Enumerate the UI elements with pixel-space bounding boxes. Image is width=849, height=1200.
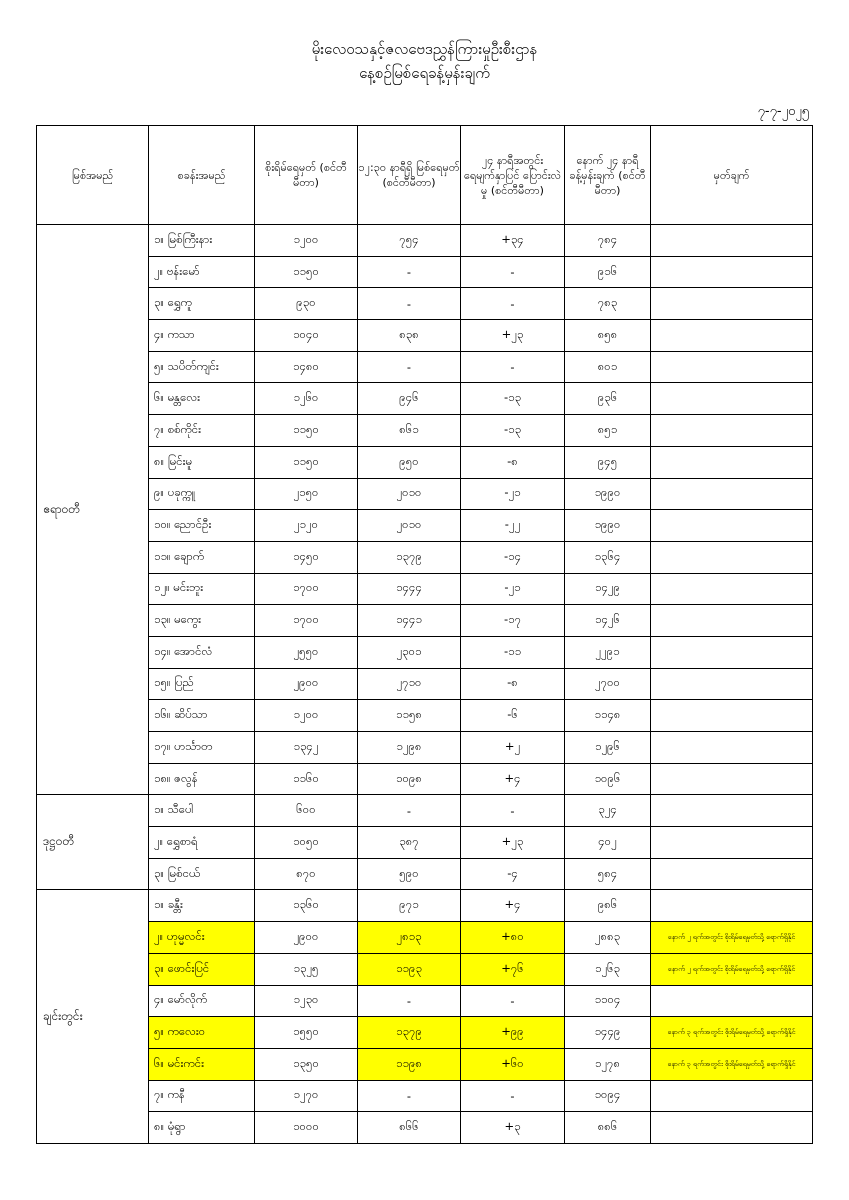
danger-level: ၂၉၀၀: [255, 922, 358, 954]
forecast-level: ၂၂၉၁: [565, 636, 651, 668]
forecast-level: ၃၂၄: [565, 795, 651, 827]
col-change: ၂၄ နာရီအတွင်း ရေမျက်နှာပြင် ပြောင်းလဲမှု (စင်တီမီတာ): [461, 126, 565, 225]
table-row: [37, 415, 813, 447]
table-row: [37, 478, 813, 510]
remark: [651, 351, 813, 383]
table-row: [37, 256, 813, 288]
station-name: ၁၃။ မကွေး: [149, 605, 255, 637]
current-level: ၁၃၇၉: [358, 1017, 461, 1049]
level-change: +၂၃: [461, 827, 565, 859]
remark: [651, 541, 813, 573]
level-change: +၄: [461, 890, 565, 922]
level-change: -: [461, 351, 565, 383]
danger-level: ၁၃၆၀: [255, 890, 358, 922]
table-row: [37, 1048, 813, 1080]
report-title: နေ့စဉ်မြစ်ရေခန့်မှန်းချက်: [359, 64, 490, 82]
current-level: ၇၅၄: [358, 225, 461, 257]
forecast-level: ၈၅၁: [565, 415, 651, 447]
danger-level: ၆၀၀: [255, 795, 358, 827]
forecast-level: ၁၄၄၉: [565, 1017, 651, 1049]
table-row: [37, 288, 813, 320]
station-name: ၃။ မြစ်ငယ်: [149, 858, 255, 890]
remark: [651, 763, 813, 795]
river-name: ချင်းတွင်း: [37, 890, 149, 1144]
remark: [651, 320, 813, 352]
station-name: ၃။ ရွှေကူ: [149, 288, 255, 320]
danger-level: ၁၁၅၀: [255, 446, 358, 478]
station-name: ၁၂။ မင်းဘူး: [149, 573, 255, 605]
current-level: ၁၀၉၈: [358, 763, 461, 795]
danger-level: ၁၀၀၀: [255, 1112, 358, 1144]
river-name: ဒုဋ္ဌဝတီ: [37, 795, 149, 890]
level-change: -: [461, 256, 565, 288]
forecast-level: ၁၂၇၈: [565, 1048, 651, 1080]
level-change: -၁၄: [461, 541, 565, 573]
current-level: ၂၈၁၃: [358, 922, 461, 954]
forecast-level: ၈၅၈: [565, 320, 651, 352]
station-name: ၄။ ကသာ: [149, 320, 255, 352]
level-change: -၁၃: [461, 415, 565, 447]
level-change: -၆: [461, 700, 565, 732]
level-change: -: [461, 795, 565, 827]
table-row: [37, 795, 813, 827]
current-level: ၉၇၁: [358, 890, 461, 922]
current-level: ၈၆၆: [358, 1112, 461, 1144]
current-level: -: [358, 795, 461, 827]
level-change: +၆၀: [461, 1048, 565, 1080]
table-row: [37, 225, 813, 257]
remark: [651, 1080, 813, 1112]
table-row: [37, 351, 813, 383]
danger-level: ၁၄၅၀: [255, 541, 358, 573]
danger-level: ၁၇၀၀: [255, 605, 358, 637]
col-remark: မှတ်ချက်: [651, 126, 813, 225]
remark: [651, 446, 813, 478]
forecast-level: ၁၀၉၄: [565, 1080, 651, 1112]
table-row: [37, 985, 813, 1017]
danger-level: ၁၅၅၀: [255, 1017, 358, 1049]
level-change: -၂၁: [461, 478, 565, 510]
danger-level: ၁၇၀၀: [255, 573, 358, 605]
danger-level: ၁၃၄၂: [255, 732, 358, 764]
station-name: ၅။ သပိတ်ကျင်း: [149, 351, 255, 383]
forecast-level: ၅၈၄: [565, 858, 651, 890]
table-row: [37, 668, 813, 700]
current-level: ၈၆၁: [358, 415, 461, 447]
remark: [651, 383, 813, 415]
table-row: [37, 1080, 813, 1112]
danger-level: ၁၂၃၀: [255, 985, 358, 1017]
danger-level: ၁၁၅၀: [255, 415, 358, 447]
col-station: စခန်းအမည်: [149, 126, 255, 225]
current-level: ၅၉၀: [358, 858, 461, 890]
forecast-level: ၂၈၈၃: [565, 922, 651, 954]
remark: [651, 510, 813, 542]
danger-level: ၂၅၅၀: [255, 636, 358, 668]
station-name: ၂။ ဗန်းမော်: [149, 256, 255, 288]
station-name: ၁၈။ ဇလွန်: [149, 763, 255, 795]
current-level: ၂၀၁၀: [358, 510, 461, 542]
forecast-level: ၇၈၄: [565, 225, 651, 257]
forecast-level: ၁၃၆၄: [565, 541, 651, 573]
current-level: ၁၁၉၈: [358, 1048, 461, 1080]
remark: [651, 858, 813, 890]
remark: [651, 573, 813, 605]
remark: [651, 795, 813, 827]
remark: နောက် ၃ ရက်အတွင်း စိုးရိမ်ရေမှတ်သို့ ရောက်ရှိနိုင်: [651, 1017, 813, 1049]
current-level: ၁၁၉၃: [358, 953, 461, 985]
danger-level: ၂၁၅၀: [255, 478, 358, 510]
remark: [651, 225, 813, 257]
current-level: ၉၄၆: [358, 383, 461, 415]
forecast-level: ၉၄၅: [565, 446, 651, 478]
forecast-level: ၄၀၂: [565, 827, 651, 859]
danger-level: ၁၄၈၀: [255, 351, 358, 383]
station-name: ၈။ မုံရွာ: [149, 1112, 255, 1144]
level-change: +၃: [461, 1112, 565, 1144]
table-row: [37, 605, 813, 637]
current-level: ၁၁၅၈: [358, 700, 461, 732]
current-level: -: [358, 985, 461, 1017]
danger-level: ၁၂၀၀: [255, 700, 358, 732]
level-change: +၄: [461, 763, 565, 795]
station-name: ၆။ မန္တလေး: [149, 383, 255, 415]
remark: [651, 890, 813, 922]
station-name: ၅။ ကလေးဝ: [149, 1017, 255, 1049]
col-danger-level: စိုးရိမ်ရေမှတ် (စင်တီမီတာ): [255, 126, 358, 225]
table-row: [37, 510, 813, 542]
danger-level: ၁၂၆၀: [255, 383, 358, 415]
level-change: -: [461, 288, 565, 320]
table-row: [37, 383, 813, 415]
table-row: [37, 1112, 813, 1144]
current-level: ၃၈၇: [358, 827, 461, 859]
level-change: -၄: [461, 858, 565, 890]
station-name: ၁။ မြစ်ကြီးနား: [149, 225, 255, 257]
remark: နောက် ၂ ရက်အတွင်း စိုးရိမ်ရေမှတ်သို့ ရောက်ရှိနိုင်: [651, 953, 813, 985]
station-name: ၁၇။ ဟင်္သာတ: [149, 732, 255, 764]
table-row: [37, 541, 813, 573]
station-name: ၃။ ဖောင်းပြင်: [149, 953, 255, 985]
station-name: ၁၁။ ချောက်: [149, 541, 255, 573]
forecast-level: ၁၉၉၀: [565, 478, 651, 510]
danger-level: ၁၂၀၀: [255, 225, 358, 257]
level-change: -၁၃: [461, 383, 565, 415]
station-name: ၁။ သီပေါ: [149, 795, 255, 827]
danger-level: ၁၃၂၅: [255, 953, 358, 985]
level-change: +၂၃: [461, 320, 565, 352]
current-level: -: [358, 1080, 461, 1112]
station-name: ၇။ စစ်ကိုင်း: [149, 415, 255, 447]
level-change: -၂၂: [461, 510, 565, 542]
current-level: -: [358, 288, 461, 320]
level-change: +၈၀: [461, 922, 565, 954]
remark: [651, 732, 813, 764]
danger-level: ၁၂၇၀: [255, 1080, 358, 1112]
table-row: [37, 573, 813, 605]
station-name: ၂။ ဟုမ္မလင်း: [149, 922, 255, 954]
danger-level: ၁၀၅၀: [255, 827, 358, 859]
river-name: ဧရာဝတီ: [37, 225, 149, 795]
station-name: ၁။ ခန္တီး: [149, 890, 255, 922]
danger-level: ၁၁၆၀: [255, 763, 358, 795]
current-level: ၁၃၇၉: [358, 541, 461, 573]
forecast-level: ၁၂၉၆: [565, 732, 651, 764]
station-name: ၇။ ကနီ: [149, 1080, 255, 1112]
station-name: ၁၀။ ညောင်ဦး: [149, 510, 255, 542]
current-level: ၁၂၉၈: [358, 732, 461, 764]
remark: [651, 668, 813, 700]
current-level: ၉၅၀: [358, 446, 461, 478]
col-forecast: နောက် ၂၄ နာရီ ခန့်မှန်းချက် (စင်တီမီတာ): [565, 126, 651, 225]
level-change: -၂၁: [461, 573, 565, 605]
forecast-level: ၂၇၀၀: [565, 668, 651, 700]
station-name: ၁၄။ အောင်လံ: [149, 636, 255, 668]
remark: [651, 288, 813, 320]
remark: နောက် ၂ ရက်အတွင်း စိုးရိမ်ရေမှတ်သို့ ရောက်ရှိနိုင်: [651, 922, 813, 954]
current-level: -: [358, 351, 461, 383]
station-name: ၁၆။ ဆိပ်သာ: [149, 700, 255, 732]
forecast-level: ၁၉၉၀: [565, 510, 651, 542]
level-change: -၈: [461, 446, 565, 478]
forecast-level: ၉၃၆: [565, 383, 651, 415]
table-row: [37, 732, 813, 764]
forecast-level: ၇၈၃: [565, 288, 651, 320]
current-level: ၂၀၁၀: [358, 478, 461, 510]
remark: နောက် ၃ ရက်အတွင်း စိုးရိမ်ရေမှတ်သို့ ရောက်ရှိနိုင်: [651, 1048, 813, 1080]
station-name: ၉။ ပခုက္ကူ: [149, 478, 255, 510]
header-row: [37, 126, 813, 225]
level-change: -၈: [461, 668, 565, 700]
level-change: -၁၇: [461, 605, 565, 637]
danger-level: ၂၁၂၀: [255, 510, 358, 542]
station-name: ၄။ မော်လိုက်: [149, 985, 255, 1017]
station-name: ၂။ ရွှေစာရံ: [149, 827, 255, 859]
forecast-level: ၁၄၂၆: [565, 605, 651, 637]
table-row: [37, 827, 813, 859]
remark: [651, 636, 813, 668]
level-change: +၇၆: [461, 953, 565, 985]
forecast-level: ၉၁၆: [565, 256, 651, 288]
danger-level: ၈၇၀: [255, 858, 358, 890]
forecast-level: ၁၄၂၉: [565, 573, 651, 605]
current-level: ၂၃၀၁: [358, 636, 461, 668]
table-row: [37, 763, 813, 795]
forecast-level: ၁၂၆၃: [565, 953, 651, 985]
current-level: ၂၇၁၀: [358, 668, 461, 700]
forecast-level: ၈၀၁: [565, 351, 651, 383]
station-name: ၁၅။ ပြည်: [149, 668, 255, 700]
remark: [651, 256, 813, 288]
department-title: မိုးလေဝသနှင့်ဇလဗေဒညွှန်ကြားမှုဦးစီးဌာန: [311, 40, 538, 58]
level-change: +၂: [461, 732, 565, 764]
current-level: ၈၃၈: [358, 320, 461, 352]
table-row: [37, 858, 813, 890]
remark: [651, 415, 813, 447]
remark: [651, 985, 813, 1017]
table-row: [37, 890, 813, 922]
forecast-level: ၁၁၄၈: [565, 700, 651, 732]
forecast-level: ၉၈၆: [565, 890, 651, 922]
table-row: [37, 446, 813, 478]
station-name: ၈။ မြင်းမူ: [149, 446, 255, 478]
level-change: -၁၁: [461, 636, 565, 668]
danger-level: ၁၀၄၀: [255, 320, 358, 352]
forecast-level: ၁၀၉၆: [565, 763, 651, 795]
remark: [651, 700, 813, 732]
table-row: [37, 1017, 813, 1049]
table-row: [37, 922, 813, 954]
river-forecast-table: [36, 125, 813, 1144]
remark: [651, 605, 813, 637]
col-river: မြစ်အမည်: [37, 126, 149, 225]
table-row: [37, 320, 813, 352]
forecast-level: ၁၁၀၄: [565, 985, 651, 1017]
remark: [651, 1112, 813, 1144]
danger-level: ၁၃၅၀: [255, 1048, 358, 1080]
level-change: +၉၉: [461, 1017, 565, 1049]
level-change: -: [461, 1080, 565, 1112]
current-level: ၁၄၄၁: [358, 605, 461, 637]
level-change: -: [461, 985, 565, 1017]
danger-level: ၂၉၀၀: [255, 668, 358, 700]
level-change: +၃၄: [461, 225, 565, 257]
danger-level: ၁၁၅၀: [255, 256, 358, 288]
table-row: [37, 636, 813, 668]
danger-level: ၉၃၀: [255, 288, 358, 320]
station-name: ၆။ မင်းကင်း: [149, 1048, 255, 1080]
forecast-level: ၈၈၆: [565, 1112, 651, 1144]
report-date: ၇-၇-၂၀၂၅: [757, 104, 809, 119]
table-row: [37, 953, 813, 985]
col-current-level: ၁၂:၃၀ နာရီရှိ မြစ်ရေမှတ် (စင်တီမီတာ): [358, 126, 461, 225]
current-level: -: [358, 256, 461, 288]
remark: [651, 478, 813, 510]
table-row: [37, 700, 813, 732]
current-level: ၁၄၄၄: [358, 573, 461, 605]
remark: [651, 827, 813, 859]
